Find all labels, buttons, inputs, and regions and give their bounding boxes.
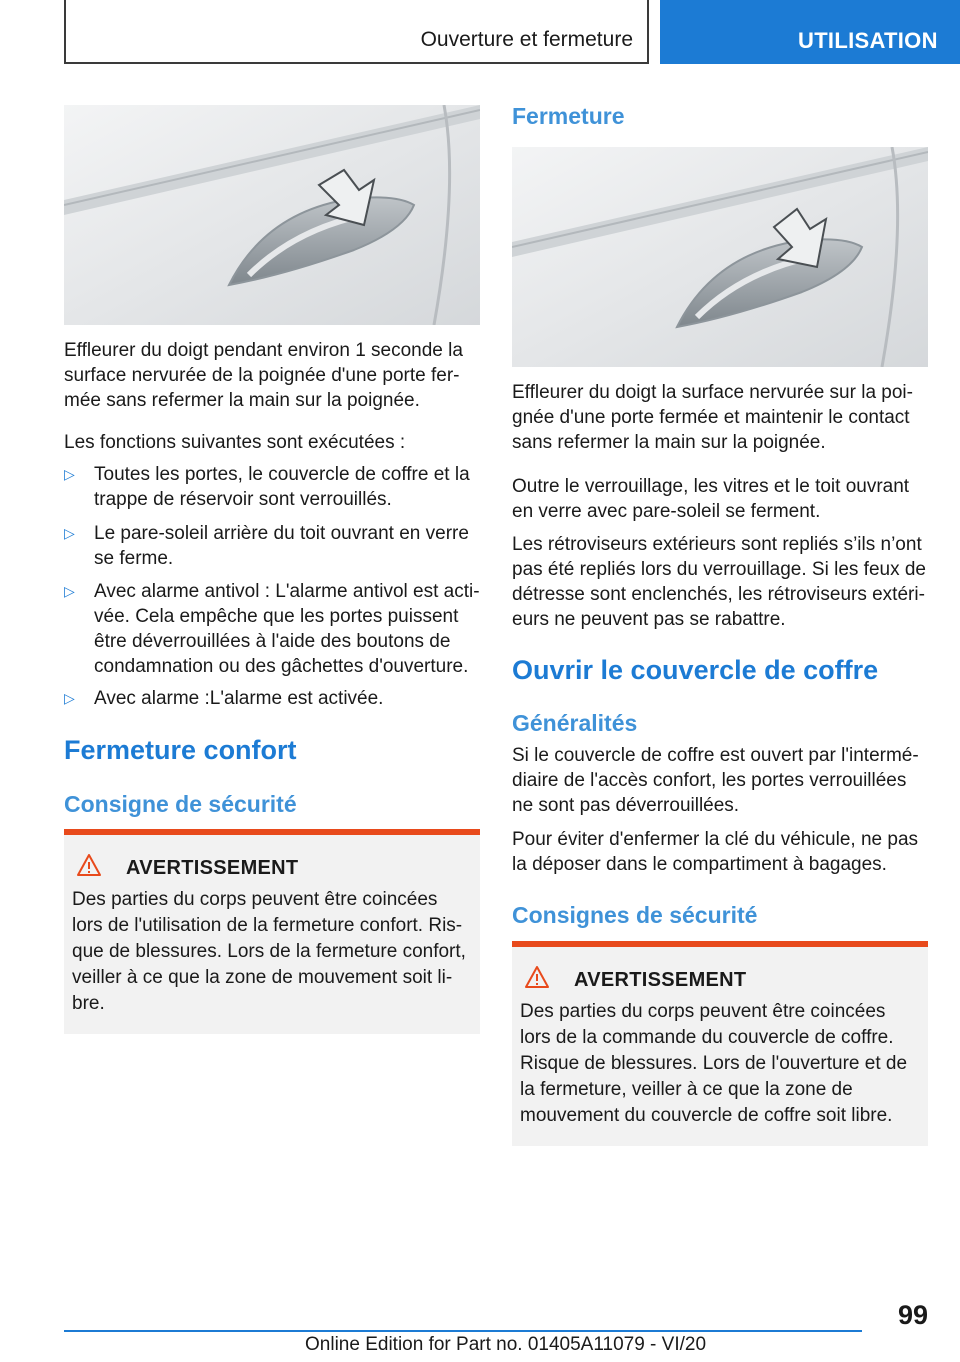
heading-ouvrir-coffre: Ouvrir le couvercle de coffre [512,655,879,685]
functions-intro-text: Les fonctions suivantes sont exécutées : [64,432,406,453]
edition-text: Online Edition for Part no. 01405A11079 - VI/20 [305,1334,707,1355]
warning-box [512,941,928,1146]
door-handle-touch-image [64,105,480,325]
touch-instruction-text: Effleurer du doigt pendant environ 1 seconde la surface nervurée de la poignée d'une porte fermée sans refermer la main sur la poignée. [64,340,463,411]
warning-text: Des parties du corps peuvent être coincées lors de la commande du couvercle de coffre. Risque de blessures. Lors de l'ouverture et de la fermeture, veiller à ce que la zone de mouvement du couvercle de coffre soit libre. [520,1001,908,1126]
warning-title: AVERTISSEMENT [126,857,299,879]
hold-instruction-text: Effleurer du doigt la surface nervurée sur la poignée d'une porte fermée et maintenir le contact sans refermer la main sur la poignée. [512,382,913,453]
header-section-tab [64,0,649,64]
trunk-general-text: Si le couvercle de coffre est ouvert par l'intermédiaire de l'accès confort, les portes verrouillées ne sont pas déverrouillées. [512,745,919,816]
heading-fermeture-confort: Fermeture confort [64,735,297,765]
warning-triangle-icon [76,853,102,877]
triangle-bullet-icon: ▷ [64,583,75,599]
heading-generalites: Généralités [512,710,638,736]
page-number: 99 [897,1300,928,1330]
footer-divider [64,1330,862,1332]
heading-consigne-securite: Consigne de sécurité [64,791,297,817]
heading-consignes-securite: Consignes de sécurité [512,902,758,928]
warning-title: AVERTISSEMENT [574,969,747,991]
warning-triangle-icon [524,965,550,989]
section-title: Ouverture et fermeture [420,28,633,51]
header-chapter-tab [660,0,960,64]
mirrors-info-text: Les rétroviseurs extérieurs sont repliés s’ils n’ont pas été repliés lors du verrouillage. Si les feux de détresse sont enclenchés, les rétroviseurs extérieurs ne peuvent pas se rabattre. [512,534,927,630]
triangle-bullet-icon: ▷ [64,690,75,706]
key-advice-text: Pour éviter d'enfermer la clé du véhicule, ne pas la déposer dans le compartiment à bagages. [512,829,919,875]
triangle-bullet-icon: ▷ [64,525,75,541]
triangle-bullet-icon: ▷ [64,466,75,482]
warning-text: Des parties du corps peuvent être coincées lors de l'utilisation de la fermeture confort. Risque de blessures. Lors de la fermeture confort, veiller à ce que la zone de mouvement soit libre. [72,889,466,1014]
door-handle-hold-image [512,147,928,367]
warning-box [64,829,480,1034]
chapter-title: UTILISATION [798,28,938,53]
heading-fermeture: Fermeture [512,103,625,129]
closing-info-text: Outre le verrouillage, les vitres et le toit ouvrant en verre avec pare-soleil se ferment. [512,476,910,522]
